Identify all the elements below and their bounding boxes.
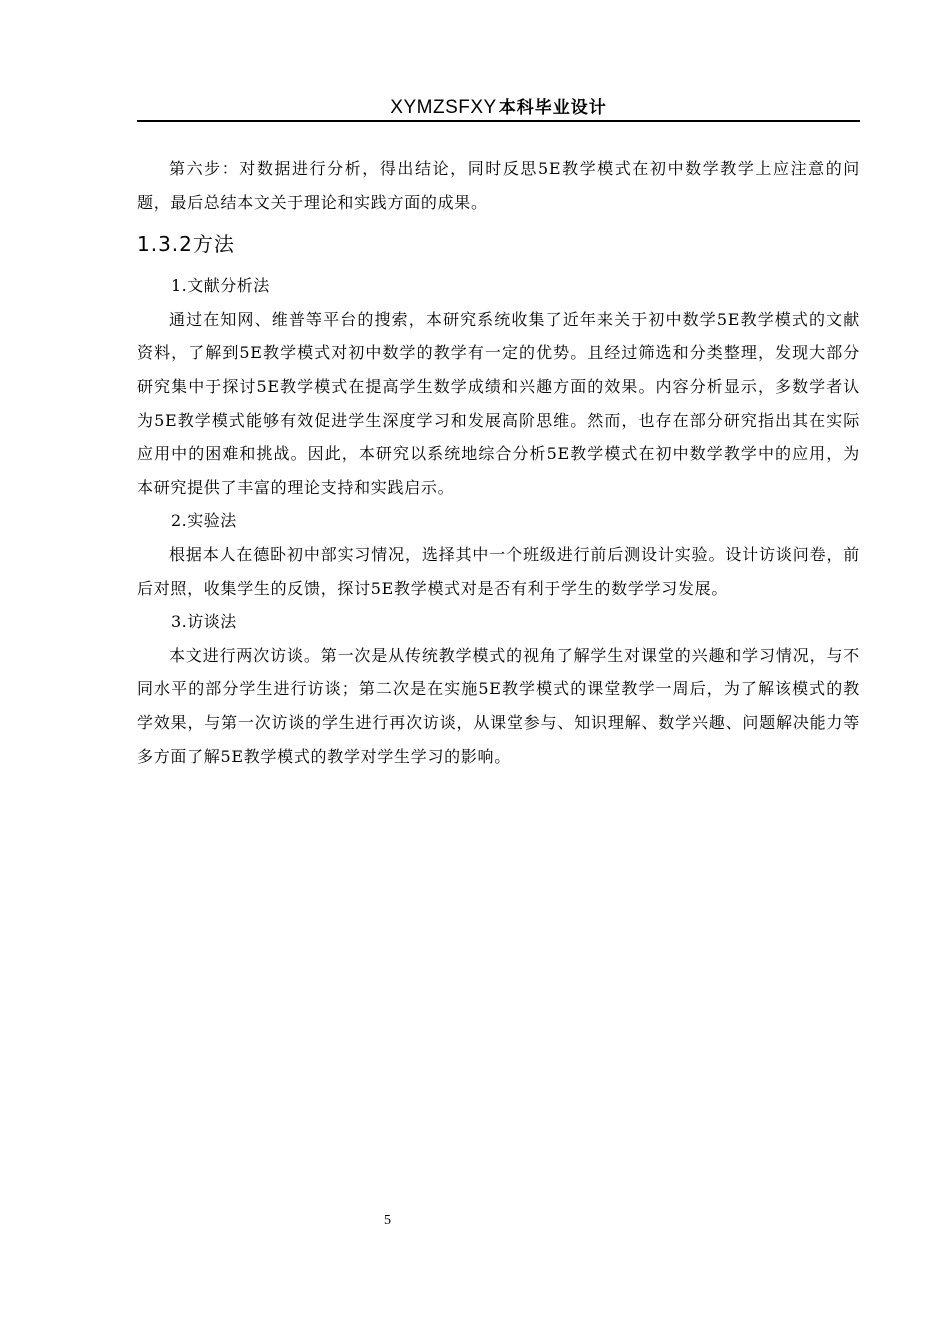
paragraph-step6: 第六步：对数据进行分析，得出结论，同时反思5E教学模式在初中数学教学上应注意的问题，最后总结本文关于理论和实践方面的成果。	[137, 159, 860, 212]
paragraph-experiment: 根据本人在德卧初中部实习情况，选择其中一个班级进行前后测设计实验。设计访谈问卷，前后对照，收集学生的反馈，探讨5E教学模式对是否有利于学生的数学学习发展。	[137, 544, 860, 598]
subheading-experiment: 2.实验法	[171, 511, 237, 531]
paragraph-literature-analysis: 通过在知网、维普等平台的搜索，本研究系统收集了近年来关于初中数学5E教学模式的文献资料，了解到5E教学模式对初中数学的教学有一定的优势。且经过筛选和分类整理，发现大部分研究集中于探讨5E教学模式在提高学生数学成绩和兴趣方面的效果。内容分析显示，多数学者认为5E教学模式能够有效促进学生深度学习和发展高阶思维。然而，也存在部分研究指出其在实际应用中的困难和挑战。因此，本研究以系统地综合分析5E教学模式在初中数学教学中的应用，为本研究提供了丰富的理论支持和实践启示。	[137, 309, 860, 497]
subheading-interview: 3.访谈法	[171, 612, 237, 632]
section-heading-methods: 1.3.2方法	[137, 232, 235, 257]
paragraph-interview: 本文进行两次访谈。第一次是从传统教学模式的视角了解学生对课堂的兴趣和学习情况，与不同水平的部分学生进行访谈；第二次是在实施5E教学模式的课堂教学一周后，为了解该模式的教学效果，与第一次访谈的学生进行再次访谈，从课堂参与、知识理解、数学兴趣、问题解决能力等多方面了解5E教学模式的教学对学生学习的影响。	[137, 645, 860, 766]
header-title: 本科毕业设计	[498, 98, 607, 118]
page-number: 5	[384, 1213, 391, 1228]
header-abbreviation: XYMZSFXY	[390, 97, 497, 118]
document-body	[137, 152, 860, 773]
subheading-literature-analysis: 1.文献分析法	[171, 276, 270, 296]
page-header	[137, 92, 860, 122]
